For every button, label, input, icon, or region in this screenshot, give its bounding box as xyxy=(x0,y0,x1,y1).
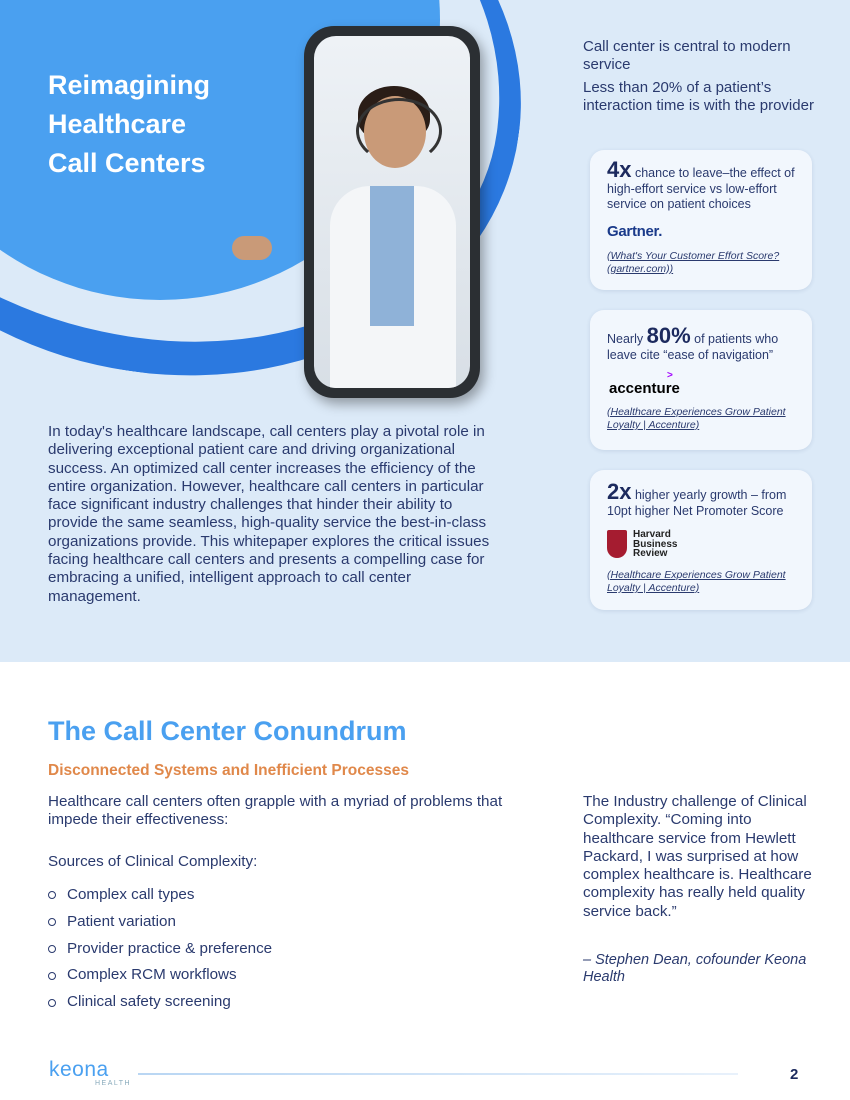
quote-attribution: – Stephen Dean, cofounder Keona Health xyxy=(583,952,807,985)
headset-icon xyxy=(356,98,442,164)
title-line: Healthcare xyxy=(48,109,187,139)
section-subtitle: Disconnected Systems and Inefficient Processes xyxy=(48,762,409,779)
page-title xyxy=(48,66,308,183)
accenture-mark-icon: > xyxy=(667,370,673,381)
stat-card-accenture xyxy=(590,310,812,450)
list-item xyxy=(48,989,272,1016)
doctor-hand xyxy=(232,236,272,260)
title-line: Call Centers xyxy=(48,148,206,178)
stat-card-gartner xyxy=(590,150,812,290)
source-link[interactable]: (What's Your Customer Effort Score? (gartner.com)) xyxy=(607,250,780,275)
stat-text xyxy=(607,479,807,519)
list-item-label: Patient variation xyxy=(67,912,176,930)
doctor-photo xyxy=(314,36,470,388)
complexity-list xyxy=(48,882,272,1016)
page-number: 2 xyxy=(790,1066,799,1083)
stat-text xyxy=(607,157,803,213)
hbr-wordmark xyxy=(633,530,713,559)
source-link[interactable]: (Healthcare Experiences Grow Patient Loyalty | Accenture) xyxy=(607,569,786,594)
accenture-wordmark: accenture xyxy=(609,380,680,397)
stat-description: higher yearly growth – from 10pt higher Net Promoter Score xyxy=(607,488,787,518)
phone-image xyxy=(304,26,480,398)
list-item xyxy=(48,936,272,963)
bullet-icon xyxy=(48,945,56,953)
hero-point: Less than 20% of a patient’s interaction time is with the provider xyxy=(583,79,814,114)
hbr-logo xyxy=(607,530,717,560)
stat-value: 2x xyxy=(607,479,632,504)
doctor-shirt xyxy=(370,186,414,326)
stat-description: chance to leave–the effect of high-effort service vs low-effort service on patient choices xyxy=(607,166,795,211)
list-item xyxy=(48,962,272,989)
list-heading: Sources of Clinical Complexity: xyxy=(48,853,258,870)
list-item-label: Provider practice & preference xyxy=(67,939,273,957)
stat-description: of patients who leave cite “ease of navigation” xyxy=(607,332,779,362)
stat-card-hbr xyxy=(590,470,812,610)
stat-value: 4x xyxy=(607,157,632,182)
section-title: The Call Center Conundrum xyxy=(48,716,407,746)
hbr-line: Review xyxy=(633,548,668,559)
title-line: Reimagining xyxy=(48,70,211,100)
list-item-label: Complex call types xyxy=(67,886,195,903)
list-item-label: Complex RCM workflows xyxy=(67,966,237,984)
intro-paragraph: In today's healthcare landscape, call centers play a pivotal role in delivering exceptional patient care and driving organizational success. An optimized call center increases the efficiency of the entire organization. However, healthcare call centers in particular face significant industry challenges that hinder their ability to provide the same seamless, high-quality service the best-in-class organizations provide. This whitepaper explores the critical issues facing healthcare call centers and presents a compelling case for embracing a unified, intelligent approach to call center management. xyxy=(48,423,490,605)
hbr-line: Business xyxy=(633,538,678,550)
industry-quote: The Industry challenge of Clinical Complexity. “Coming into healthcare service from Hewlett Packard, I was surprised at how complex healthcare is. Healthcare complexity has really held quality service back.” xyxy=(583,793,812,920)
gartner-logo: Gartner. xyxy=(607,223,663,240)
harvard-shield-icon xyxy=(607,530,627,558)
keona-logo xyxy=(49,1058,132,1087)
stat-value: 80% xyxy=(646,323,691,348)
bullet-icon xyxy=(48,891,56,899)
source-link[interactable]: (Healthcare Experiences Grow Patient Loyalty | Accenture) xyxy=(607,406,786,431)
stat-prefix: Nearly xyxy=(607,332,647,346)
footer-divider xyxy=(138,1073,738,1075)
list-item xyxy=(48,909,272,936)
section-paragraph: Healthcare call centers often grapple with a myriad of problems that impede their effectiveness: xyxy=(48,793,503,829)
logo-wordmark: keona xyxy=(49,1058,109,1081)
hbr-line: Harvard xyxy=(633,529,671,540)
bullet-icon xyxy=(48,972,56,980)
bullet-icon xyxy=(48,999,56,1007)
list-item-label: Clinical safety screening xyxy=(67,993,231,1011)
stat-text xyxy=(607,323,803,363)
bullet-icon xyxy=(48,918,56,926)
hero-point: Call center is central to modern service xyxy=(583,38,791,73)
accenture-logo xyxy=(609,370,680,397)
logo-subtext: HEALTH xyxy=(95,1080,132,1087)
list-item xyxy=(48,882,272,909)
